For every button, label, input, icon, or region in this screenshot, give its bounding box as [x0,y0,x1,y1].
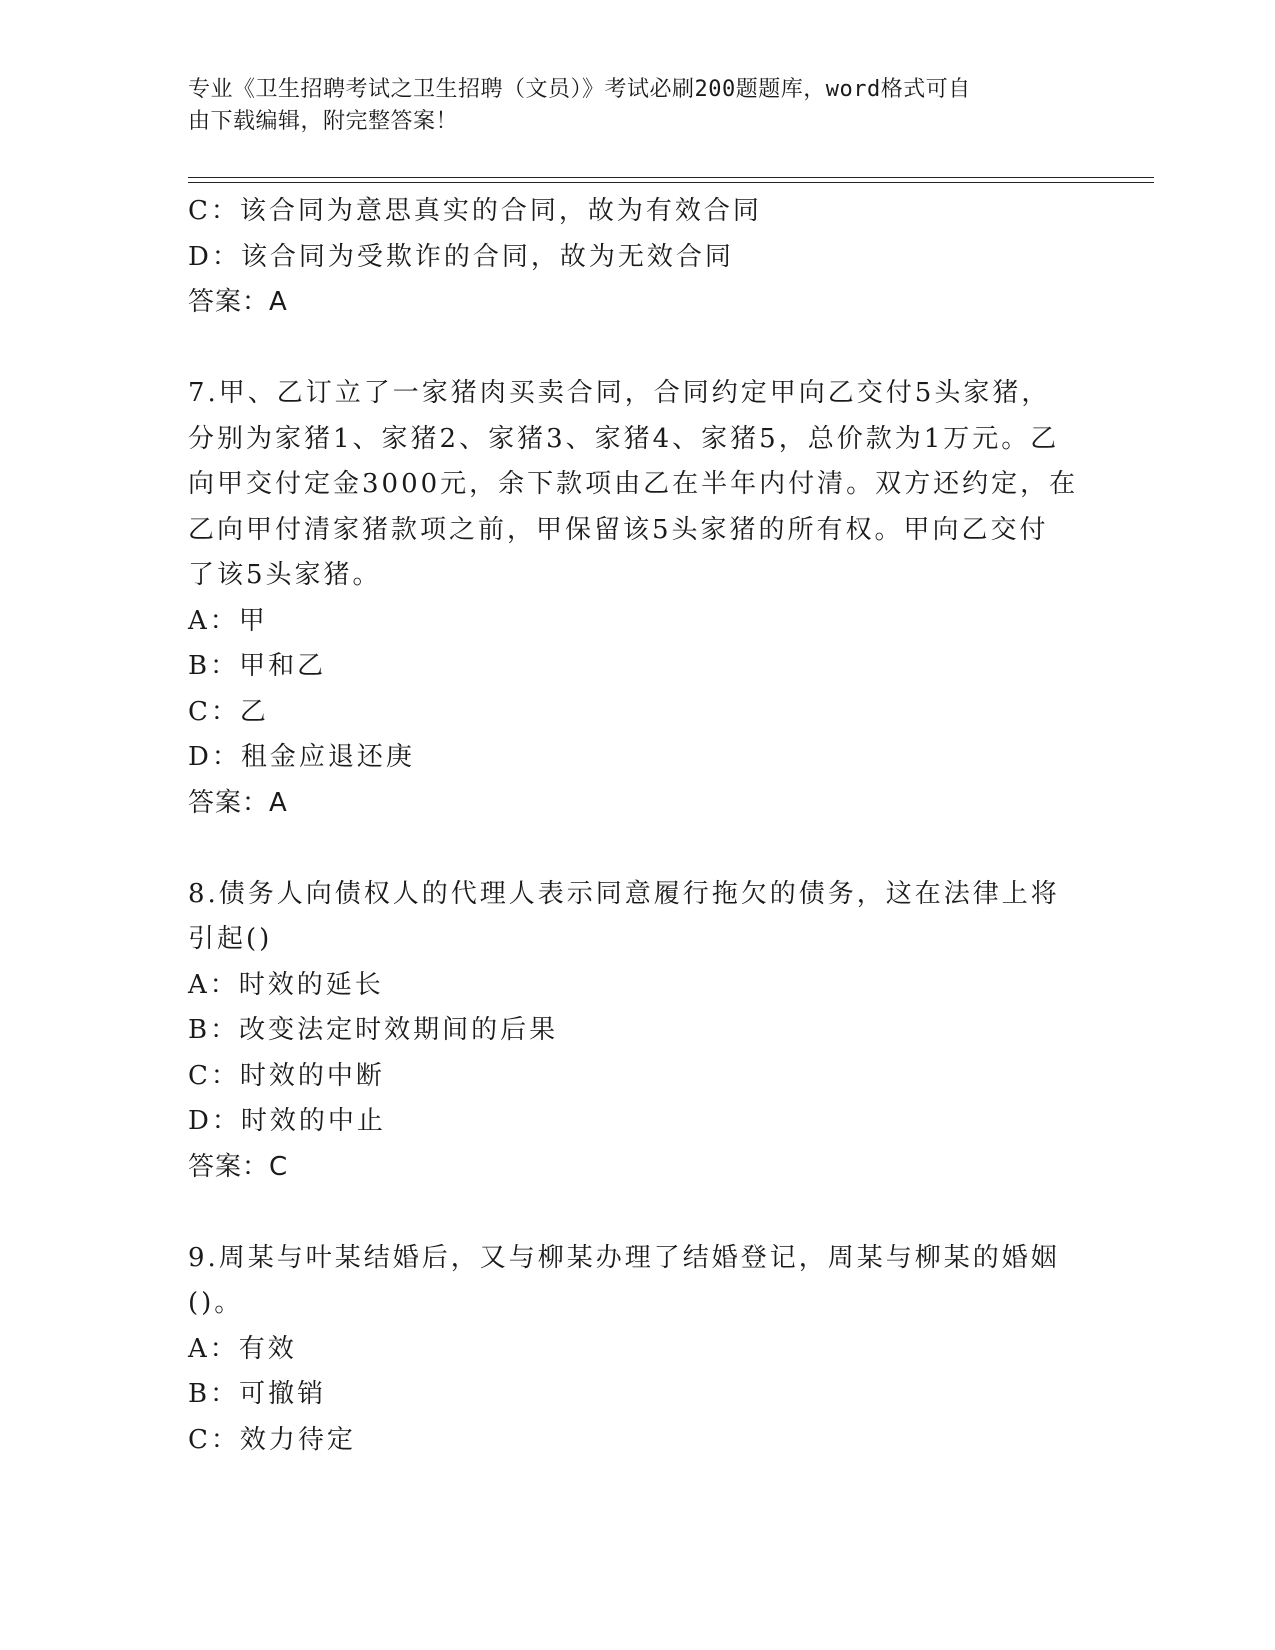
prev-option-c: C：该合同为意思真实的合同，故为有效合同 [188,196,762,226]
spacer [188,826,1088,872]
question-7-option-a: A：甲 [188,605,268,636]
header-line-2: 由下载编辑，附完整答案！ [188,109,459,134]
question-9-option-a: A：有效 [188,1333,297,1364]
question-7 [188,371,1088,826]
question-8-line-2: 引起() [188,924,273,954]
question-7-line-3: 向甲交付定金3000元，余下款项由乙在半年内付清。双方还约定，在 [188,469,1079,499]
question-7-line-4: 乙向甲付清家猪款项之前，甲保留该5头家猪的所有权。甲向乙交付 [188,514,1049,545]
question-7-answer: 答案：A [188,787,288,818]
header-line-1: 专业《卫生招聘考试之卫生招聘（文员）》考试必刷200题题库，word格式可自 [188,77,971,102]
question-9-line-1: 9.周某与叶某结婚后，又与柳某办理了结婚登记，周某与柳某的婚姻 [188,1242,1060,1273]
question-8-option-a: A：时效的延长 [188,969,384,1000]
question-7-option-c: C：乙 [188,696,269,727]
question-8-line-1: 8.债务人向债权人的代理人表示同意履行拖欠的债务，这在法律上将 [188,878,1060,909]
question-8 [188,872,1088,1191]
question-9-option-c: C：效力待定 [188,1424,356,1455]
question-9-option-b: B：可撤销 [188,1379,327,1409]
question-7-option-d: D：租金应退还庚 [188,742,415,772]
header-rule-top [188,177,1154,178]
prev-answer: 答案：A [188,287,288,317]
question-7-line-2: 分别为家猪1、家猪2、家猪3、家猪4、家猪5，总价款为1万元。乙 [188,423,1060,454]
question-8-option-d: D：时效的中止 [188,1106,386,1136]
document-header [188,74,1068,138]
question-8-option-b: B：改变法定时效期间的后果 [188,1015,559,1045]
question-7-option-b: B：甲和乙 [188,651,327,681]
spacer [188,1190,1088,1236]
question-8-answer: 答案：C [188,1151,289,1182]
prev-option-d: D：该合同为受欺诈的合同，故为无效合同 [188,241,734,272]
question-7-line-5: 了该5头家猪。 [188,560,382,590]
question-content [188,189,1088,1463]
question-9-line-2: ()。 [188,1288,244,1318]
spacer [188,326,1088,372]
question-8-option-c: C：时效的中断 [188,1060,385,1091]
question-9 [188,1236,1088,1464]
header-rule-bottom [188,182,1154,183]
question-7-line-1: 7.甲、乙订立了一家猪肉买卖合同，合同约定甲向乙交付5头家猪， [188,378,1051,408]
